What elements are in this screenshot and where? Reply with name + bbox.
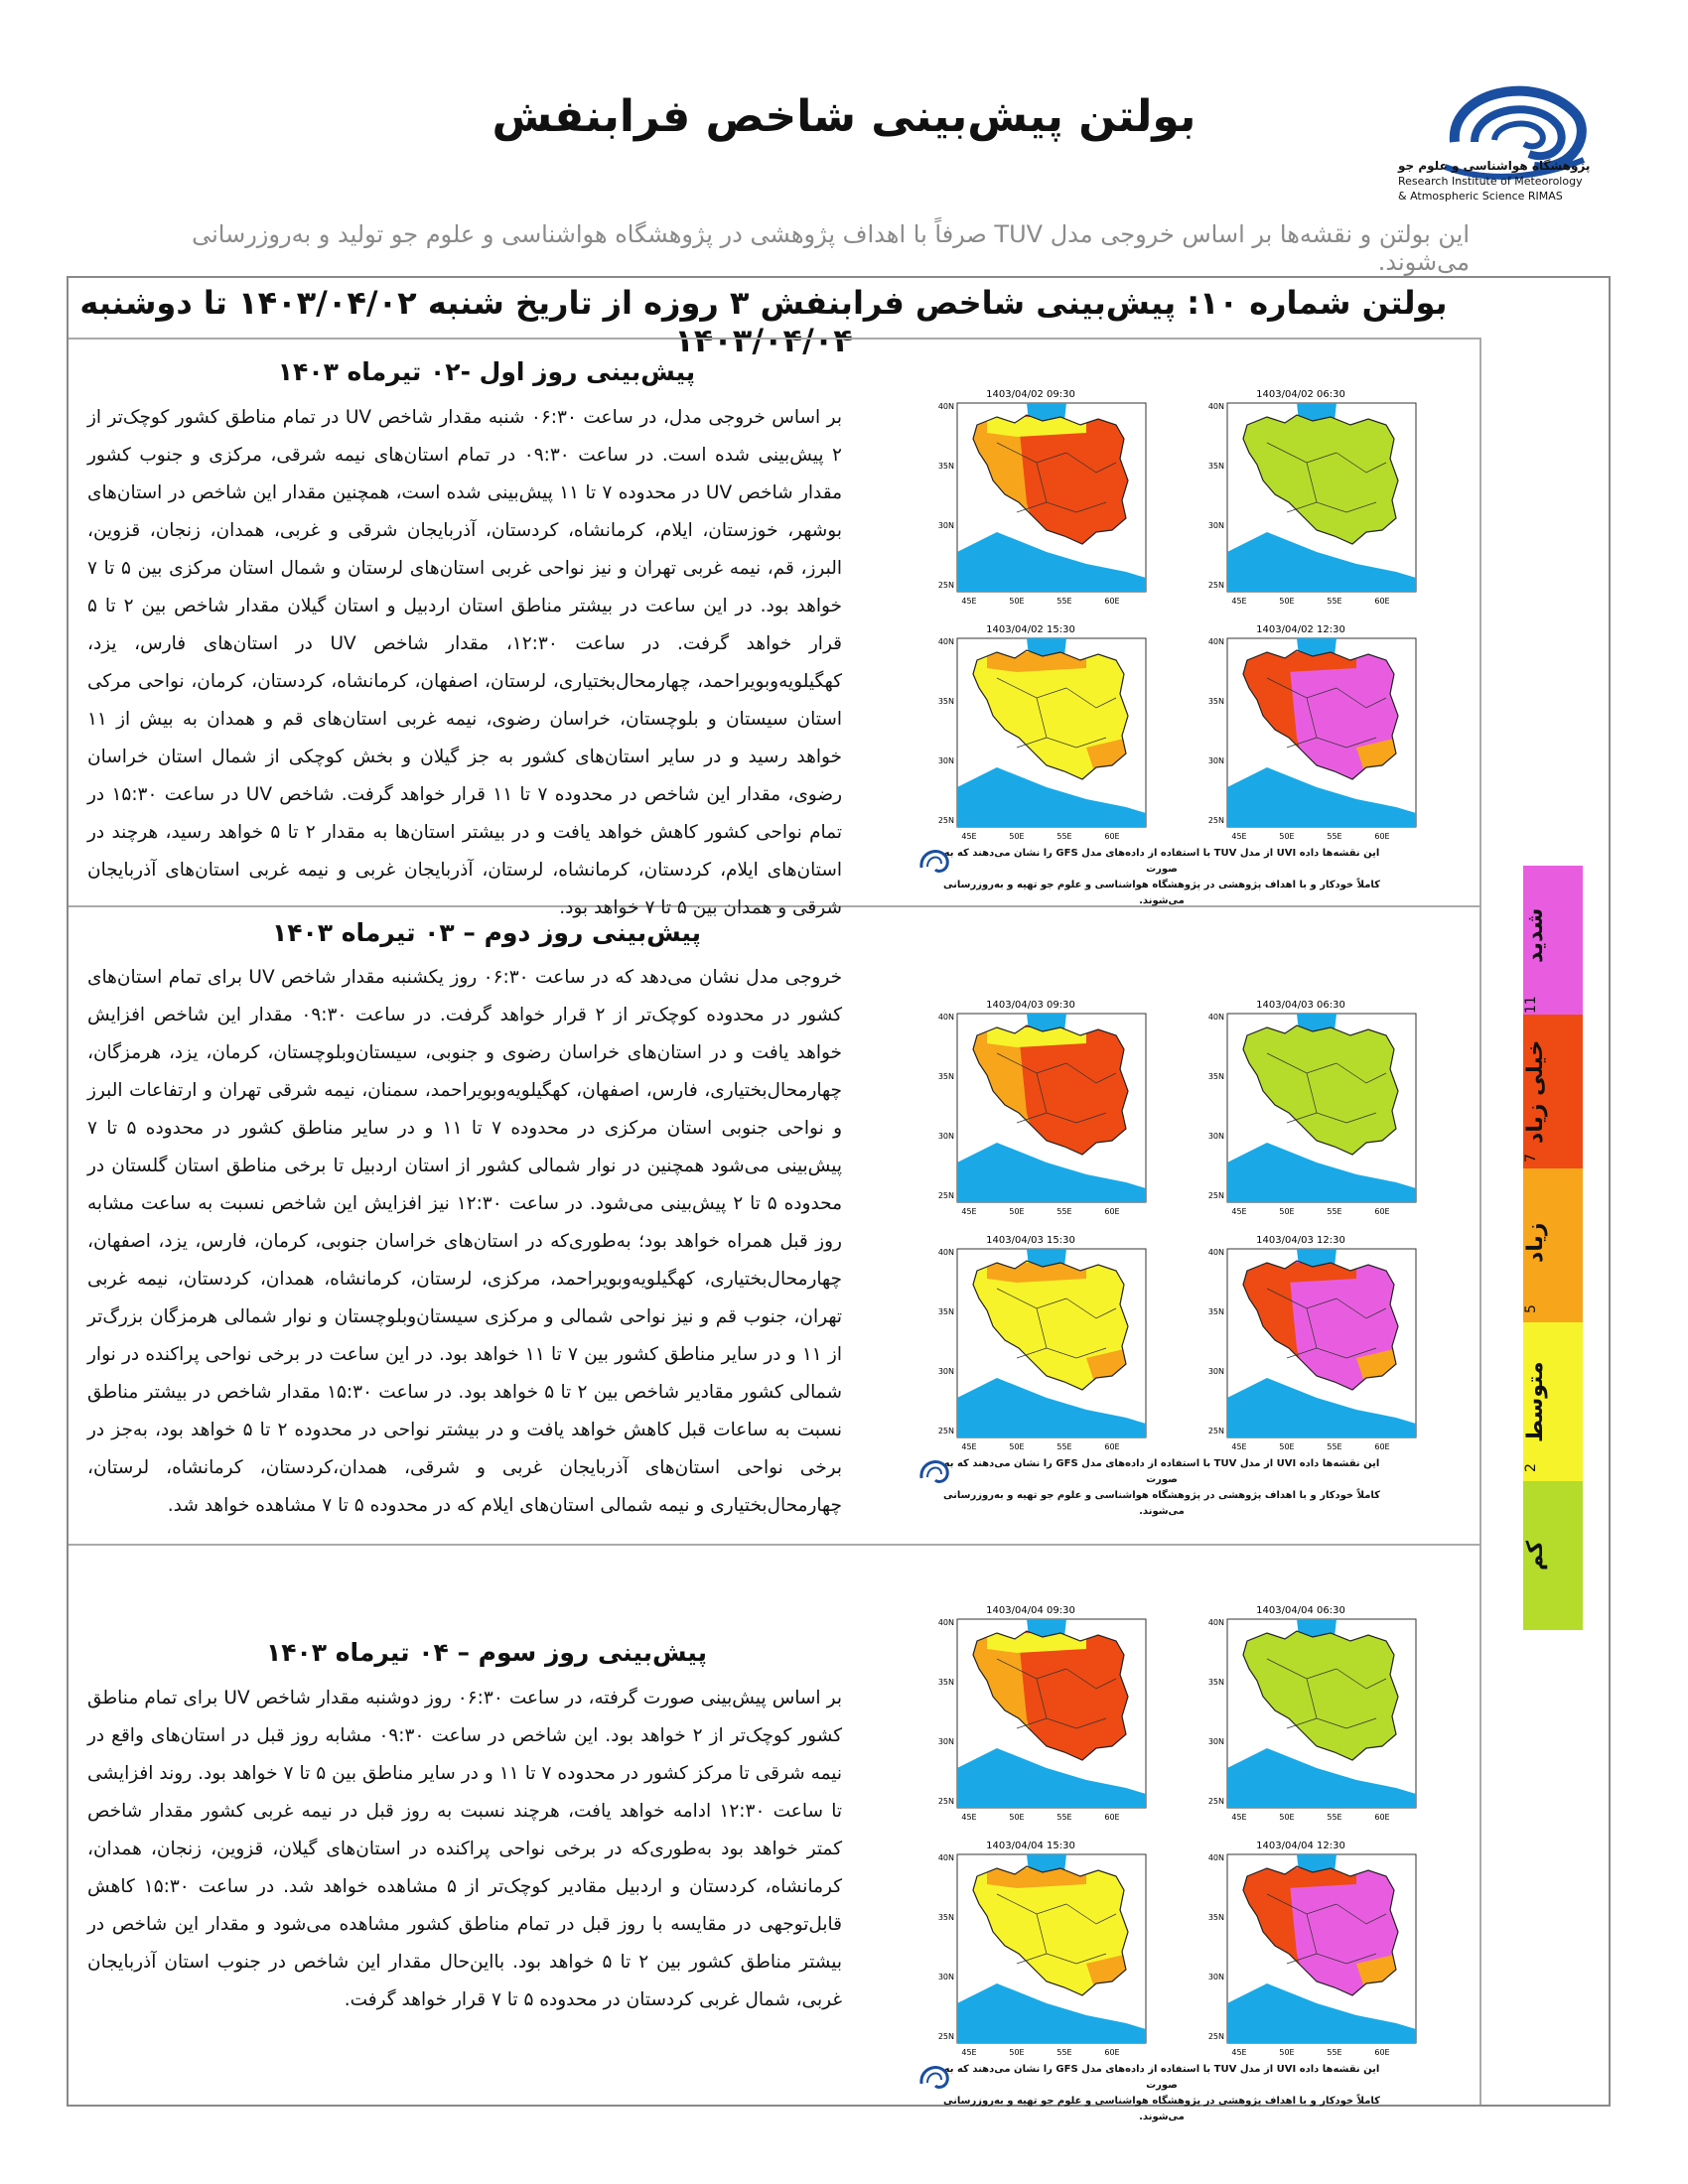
lat-tick-label: 30N — [1207, 1367, 1224, 1376]
divider — [1479, 338, 1481, 2105]
lat-tick-label: 25N — [937, 1427, 954, 1435]
scale-label-low: کم — [1523, 1540, 1548, 1571]
lon-tick-label: 45E — [961, 1813, 977, 1822]
map-timestamp: 1403/04/03 09:30 — [986, 1000, 1075, 1011]
logo-fa-text: پژوهشگاه هواشناسی و علوم جو — [1398, 159, 1591, 173]
lon-tick-label: 60E — [1374, 597, 1390, 606]
lat-tick-label: 25N — [937, 2032, 954, 2041]
uv-map — [1208, 1235, 1416, 1451]
lat-tick-label: 30N — [1207, 1737, 1224, 1746]
map-timestamp: 1403/04/03 15:30 — [986, 1235, 1075, 1246]
uv-map — [938, 624, 1146, 841]
lon-tick-label: 60E — [1104, 1442, 1120, 1451]
lon-tick-label: 55E — [1056, 832, 1072, 841]
lat-tick-label: 35N — [1207, 697, 1224, 706]
uv-map — [1208, 1841, 1416, 2057]
lat-tick-label: 30N — [937, 1737, 954, 1746]
uv-map — [938, 1841, 1146, 2057]
map-note — [928, 1456, 1395, 1520]
uv-map — [1208, 1605, 1416, 1822]
lat-tick-label: 30N — [1207, 521, 1224, 530]
lat-tick-label: 30N — [937, 521, 954, 530]
lat-tick-label: 40N — [1207, 1013, 1224, 1022]
lat-tick-label: 25N — [937, 1191, 954, 1200]
lat-tick-label: 35N — [937, 1307, 954, 1316]
logo-en-text-2: & Atmospheric Science RIMAS — [1398, 190, 1563, 203]
lat-tick-label: 25N — [937, 581, 954, 590]
lon-tick-label: 50E — [1009, 1207, 1025, 1216]
scale-threshold-2: 2 — [1523, 1463, 1539, 1473]
map-note — [928, 846, 1395, 909]
lat-tick-label: 30N — [1207, 756, 1224, 765]
lon-tick-label: 60E — [1374, 1207, 1390, 1216]
lat-tick-label: 35N — [1207, 1307, 1224, 1316]
divider — [69, 1544, 1479, 1546]
map-timestamp: 1403/04/04 09:30 — [986, 1605, 1075, 1616]
day-1-title: پیش‌بینی روز اول -۰۲ تیرماه ۱۴۰۳ — [277, 357, 696, 386]
rimas-logo-icon — [914, 1452, 953, 1492]
map-timestamp: 1403/04/02 09:30 — [986, 389, 1075, 400]
lat-tick-label: 40N — [1207, 1248, 1224, 1257]
lat-tick-label: 25N — [1207, 2032, 1224, 2041]
map-grid — [914, 1593, 1455, 2110]
lon-tick-label: 55E — [1327, 832, 1342, 841]
lon-tick-label: 50E — [1279, 2048, 1295, 2057]
lat-tick-label: 35N — [1207, 1072, 1224, 1081]
uv-scale-legend — [1523, 866, 1583, 1630]
lon-tick-label: 60E — [1104, 2048, 1120, 2057]
lat-tick-label: 25N — [937, 816, 954, 825]
disclaimer-text: این بولتن و نقشه‌ها بر اساس خروجی مدل TUV صرفاً با اهداف پژوهشی در پژوهشگاه هواشناسی و علوم جو تولید و به‌روزرسانی می‌شوند. — [192, 220, 1470, 276]
lat-tick-label: 25N — [1207, 1191, 1224, 1200]
scale-label-extreme: شدید — [1523, 907, 1548, 963]
scale-threshold-5: 5 — [1523, 1304, 1539, 1314]
map-note-line: کاملاً خودکار و با اهداف پژوهشی در پژوهشگاه هواشناسی و علوم جو تهیه و به‌روزرسانی می‌شوند. — [943, 880, 1380, 906]
lat-tick-label: 40N — [937, 637, 954, 646]
lon-tick-label: 55E — [1327, 1442, 1342, 1451]
lat-tick-label: 35N — [1207, 1913, 1224, 1922]
lon-tick-label: 55E — [1327, 2048, 1342, 2057]
scale-label-high: زیاد — [1523, 1222, 1548, 1264]
lon-tick-label: 60E — [1374, 2048, 1390, 2057]
lon-tick-label: 45E — [961, 597, 977, 606]
lon-tick-label: 50E — [1009, 832, 1025, 841]
lat-tick-label: 30N — [937, 1973, 954, 1981]
lon-tick-label: 50E — [1279, 1813, 1295, 1822]
lat-tick-label: 40N — [937, 1853, 954, 1862]
scale-threshold-7: 7 — [1523, 1154, 1539, 1163]
bulletin-title: بولتن شماره ۱۰: پیش‌بینی شاخص فرابنفش ۳ روزه از تاریخ شنبه ۱۴۰۳/۰۴/۰۲ تا دوشنبه ۱۴۰۳/۰۴/۰۴ — [79, 284, 1448, 359]
lat-tick-label: 40N — [1207, 1853, 1224, 1862]
day-1-map-panel — [914, 377, 1455, 906]
lat-tick-label: 35N — [937, 1913, 954, 1922]
lat-tick-label: 40N — [937, 1618, 954, 1627]
map-timestamp: 1403/04/02 15:30 — [986, 624, 1075, 635]
lon-tick-label: 55E — [1327, 1207, 1342, 1216]
map-grid — [914, 988, 1455, 1504]
page-title: بولتن پیش‌بینی شاخص فرابنفش — [492, 91, 1196, 142]
lon-tick-label: 45E — [961, 1207, 977, 1216]
lat-tick-label: 35N — [937, 1072, 954, 1081]
scale-label-moderate: متوسط — [1523, 1361, 1548, 1442]
lat-tick-label: 35N — [1207, 1678, 1224, 1687]
lat-tick-label: 30N — [1207, 1132, 1224, 1141]
lon-tick-label: 55E — [1056, 1207, 1072, 1216]
day-2-map-panel — [914, 988, 1455, 1517]
lon-tick-label: 60E — [1374, 832, 1390, 841]
lon-tick-label: 50E — [1279, 832, 1295, 841]
scale-label-very-high: خیلی زیاد — [1523, 1039, 1548, 1144]
map-note-line: این نقشه‌ها داده UVI از مدل TUV با استفاده از داده‌های مدل GFS را نشان می‌دهند که به صورت — [943, 2064, 1380, 2091]
map-timestamp: 1403/04/02 06:30 — [1256, 389, 1345, 400]
lon-tick-label: 50E — [1009, 1442, 1025, 1451]
lon-tick-label: 50E — [1279, 1207, 1295, 1216]
lon-tick-label: 55E — [1056, 2048, 1072, 2057]
lat-tick-label: 30N — [937, 1367, 954, 1376]
lat-tick-label: 35N — [937, 697, 954, 706]
day-3-title: پیش‌بینی روز سوم – ۰۴ تیرماه ۱۴۰۳ — [265, 1638, 707, 1667]
lon-tick-label: 45E — [961, 1442, 977, 1451]
map-timestamp: 1403/04/02 12:30 — [1256, 624, 1345, 635]
lat-tick-label: 25N — [1207, 816, 1224, 825]
lon-tick-label: 45E — [1231, 597, 1247, 606]
lat-tick-label: 40N — [1207, 1618, 1224, 1627]
map-timestamp: 1403/04/04 06:30 — [1256, 1605, 1345, 1616]
map-timestamp: 1403/04/04 15:30 — [986, 1841, 1075, 1851]
lon-tick-label: 45E — [1231, 1442, 1247, 1451]
lon-tick-label: 60E — [1104, 597, 1120, 606]
map-timestamp: 1403/04/03 06:30 — [1256, 1000, 1345, 1011]
day-3-map-panel — [914, 1593, 1455, 2122]
lon-tick-label: 50E — [1009, 2048, 1025, 2057]
lat-tick-label: 30N — [937, 1132, 954, 1141]
divider — [69, 338, 1479, 340]
lat-tick-label: 25N — [1207, 581, 1224, 590]
lat-tick-label: 25N — [1207, 1797, 1224, 1806]
lat-tick-label: 35N — [937, 462, 954, 471]
map-note-line: کاملاً خودکار و با اهداف پژوهشی در پژوهشگاه هواشناسی و علوم جو تهیه و به‌روزرسانی می‌شوند. — [943, 1490, 1380, 1517]
lon-tick-label: 55E — [1056, 1813, 1072, 1822]
map-note-line: کاملاً خودکار و با اهداف پژوهشی در پژوهشگاه هواشناسی و علوم جو تهیه و به‌روزرسانی می‌شوند. — [943, 2096, 1380, 2122]
day-2-title: پیش‌بینی روز دوم – ۰۳ تیرماه ۱۴۰۳ — [271, 918, 702, 947]
lat-tick-label: 25N — [937, 1797, 954, 1806]
map-timestamp: 1403/04/04 12:30 — [1256, 1841, 1345, 1851]
uv-map — [938, 1605, 1146, 1822]
uv-map — [1208, 1000, 1416, 1216]
lon-tick-label: 55E — [1327, 1813, 1342, 1822]
lon-tick-label: 60E — [1104, 1813, 1120, 1822]
map-note-line: این نقشه‌ها داده UVI از مدل TUV با استفاده از داده‌های مدل GFS را نشان می‌دهند که به صورت — [943, 1458, 1380, 1485]
lon-tick-label: 50E — [1009, 1813, 1025, 1822]
lat-tick-label: 40N — [937, 402, 954, 411]
lon-tick-label: 55E — [1056, 597, 1072, 606]
map-note-line: این نقشه‌ها داده UVI از مدل TUV با استفاده از داده‌های مدل GFS را نشان می‌دهند که به صورت — [943, 848, 1380, 875]
lon-tick-label: 50E — [1009, 597, 1025, 606]
scale-threshold-11: 11 — [1523, 996, 1539, 1014]
day-3-text: بر اساس پیش‌بینی صورت گرفته، در ساعت ۰۶:۳۰ روز دوشنبه مقدار شاخص UV برای تمام مناطق کشور کوچک‌تر از ۲ خواهد بود. این شاخص در ساعت ۰۹:۳۰ مشابه روز قبل در استان‌های واقع در نیمه شرقی تا مرکز کشور در محدوده ۷ تا ۱۱ و در سایر مناطق بین ۵ تا ۷ خواهد بود. روند افزایشی تا ساعت ۱۲:۳۰ ادامه خواهد یافت، هرچند نسبت به روز قبل در نیمه غربی کشور مقدار شاخص کمتر خواهد بود به‌طوری‌که در برخی نواحی پراکنده در استان‌های گیلان، قزوین، زنجان، همدان، کرمانشاه، کردستان و اردبیل مقادیر کوچک‌تر از ۵ مشاهده خواهد شد. در ساعت ۱۵:۳۰ کاهش قابل‌توجهی در مقایسه با روز قبل در تمام مناطق کشور مشاهده می‌شود و مقدار این شاخص در بیشتر مناطق کشور بین ۲ تا ۵ خواهد بود. بااین‌حال مقدار این شاخص در جنوب استان آذربایجان غربی، شمال غربی کردستان در محدوده ۵ تا ۷ قرار خواهد گرفت. — [87, 1688, 843, 2010]
map-timestamp: 1403/04/03 12:30 — [1256, 1235, 1345, 1246]
lon-tick-label: 60E — [1104, 1207, 1120, 1216]
lat-tick-label: 40N — [937, 1248, 954, 1257]
lat-tick-label: 25N — [1207, 1427, 1224, 1435]
lon-tick-label: 45E — [1231, 2048, 1247, 2057]
map-note — [928, 2062, 1395, 2125]
lon-tick-label: 50E — [1279, 1442, 1295, 1451]
uv-map — [938, 1000, 1146, 1216]
lon-tick-label: 45E — [961, 2048, 977, 2057]
lon-tick-label: 45E — [1231, 1207, 1247, 1216]
uv-map — [938, 1235, 1146, 1451]
logo-caption — [1398, 159, 1597, 204]
uv-map — [938, 389, 1146, 606]
lon-tick-label: 50E — [1279, 597, 1295, 606]
lon-tick-label: 60E — [1374, 1813, 1390, 1822]
lat-tick-label: 30N — [937, 756, 954, 765]
lon-tick-label: 60E — [1104, 832, 1120, 841]
logo-en-text-1: Research Institute of Meteorology — [1398, 175, 1583, 188]
lon-tick-label: 45E — [1231, 832, 1247, 841]
lat-tick-label: 30N — [1207, 1973, 1224, 1981]
uv-map — [1208, 389, 1416, 606]
rimas-logo-icon — [914, 842, 953, 882]
lat-tick-label: 35N — [937, 1678, 954, 1687]
day-1-text: بر اساس خروجی مدل، در ساعت ۰۶:۳۰ شنبه مقدار شاخص UV در تمام مناطق کشور کوچک‌تر از ۲ پیش‌بینی شده است. در ساعت ۰۹:۳۰ در تمام استان‌های نیمه شرقی، مرکزی و جنوب کشور مقدار شاخص UV در محدوده ۷ تا ۱۱ پیش‌بینی شده است، همچنین مقدار این شاخص در استان‌های بوشهر، خوزستان، ایلام، کرمانشاه، کردستان، آذربایجان شرقی و غربی، همدان، زنجان، قزوین، البرز، قم، نیمه غربی تهران و نیز نواحی غربی استان‌های لرستان و شمال استان مرکزی بین ۵ تا ۷ خواهد بود. در این ساعت در بیشتر مناطق استان اردبیل و استان گیلان مقدار شاخص بین ۲ تا ۵ قرار خواهد گرفت. در ساعت ۱۲:۳۰، مقدار شاخص UV در استان‌های فارس، یزد، کهگیلویه‌وبویراحمد، چهارمحال‌بختیاری، لرستان، اصفهان، کرمانشاه، کردستان، کرمان، نواحی مرکی استان سیستان و بلوچستان، خراسان رضوی، نیمه غربی استان‌های قم و همدان به بیش از ۱۱ خواهد رسید و در سایر استان‌های کشور به جز گیلان و بخش کوچکی از شمال استان خراسان رضوی، مقدار این شاخص در محدوده ۷ تا ۱۱ قرار خواهد گرفت. شاخص UV در ساعت ۱۵:۳۰ در تمام نواحی کشور کاهش خواهد یافت و در بیشتر استان‌ها به مقدار ۲ تا ۵ خواهد رسید، هرچند در استان‌های ایلام، کردستان، کرمانشاه، لرستان، آذربایجان غربی و نیمه غربی استان‌های آذربایجان شرقی و همدان بین ۵ تا ۷ خواهد بود. — [87, 407, 843, 918]
lon-tick-label: 45E — [961, 832, 977, 841]
lon-tick-label: 60E — [1374, 1442, 1390, 1451]
lat-tick-label: 40N — [1207, 402, 1224, 411]
lon-tick-label: 55E — [1327, 597, 1342, 606]
lat-tick-label: 35N — [1207, 462, 1224, 471]
lat-tick-label: 40N — [1207, 637, 1224, 646]
rimas-logo-icon — [914, 2058, 953, 2098]
lat-tick-label: 40N — [937, 1013, 954, 1022]
lon-tick-label: 55E — [1056, 1442, 1072, 1451]
uv-map — [1208, 624, 1416, 841]
map-grid — [914, 377, 1455, 893]
day-2-text: خروجی مدل نشان می‌دهد که در ساعت ۰۶:۳۰ روز یکشنبه مقدار شاخص UV برای تمام استان‌های کشور در محدوده کوچک‌تر از ۲ قرار خواهد گرفت. در ساعت ۰۹:۳۰ مقدار این شاخص افزایش خواهد یافت و در استان‌های خراسان رضوی و جنوبی، سیستان‌وبلوچستان، کرمان، یزد، هرمزگان، چهارمحال‌بختیاری، فارس، اصفهان، کهگیلویه‌وبویراحمد، سمنان، نیمه شرقی تهران و ارتفاعات البرز و نواحی جنوبی استان مرکزی در محدوده ۷ تا ۱۱ و در سایر مناطق کشور در محدوده ۵ تا ۷ پیش‌بینی می‌شود همچنین در نوار شمالی کشور از استان اردبیل تا برخی مناطق استان گلستان در محدوده ۵ تا ۲ پیش‌بینی می‌شود. در ساعت ۱۲:۳۰ نیز افزایش این شاخص نسبت به ساعت مشابه روز قبل همراه خواهد بود؛ به‌طوری‌که در استان‌های خراسان جنوبی، کرمان، فارس، یزد، اصفهان، چهارمحال‌بختیاری، کهگیلویه‌وبویراحمد، مرکزی، لرستان، کرمانشاه، همدان، کردستان، نیمه غربی تهران، جنوب قم و نیز نواحی شمالی و مرکزی سیستان‌وبلوچستان و نوار شمالی هرمزگان بزرگ‌تر از ۱۱ و در سایر مناطق کشور بین ۷ تا ۱۱ خواهد بود. در این ساعت در برخی نواحی پراکنده در نوار شمالی کشور مقادیر شاخص بین ۲ تا ۵ خواهد بود. در ساعت ۱۵:۳۰ مقدار شاخص در بیشتر مناطق نسبت به ساعات قبل کاهش خواهد یافت و در بیشتر نواحی در محدوده ۲ تا ۵ خواهد بود، به‌جز در برخی نواحی استان‌های آذربایجان غربی و شرقی، همدان،کردستان، کرمانشاه، لرستان، چهارمحال‌بختیاری و نیمه شمالی استان‌های ایلام که در محدوده ۵ تا ۷ مشاهده خواهد شد. — [87, 967, 843, 1516]
lon-tick-label: 45E — [1231, 1813, 1247, 1822]
